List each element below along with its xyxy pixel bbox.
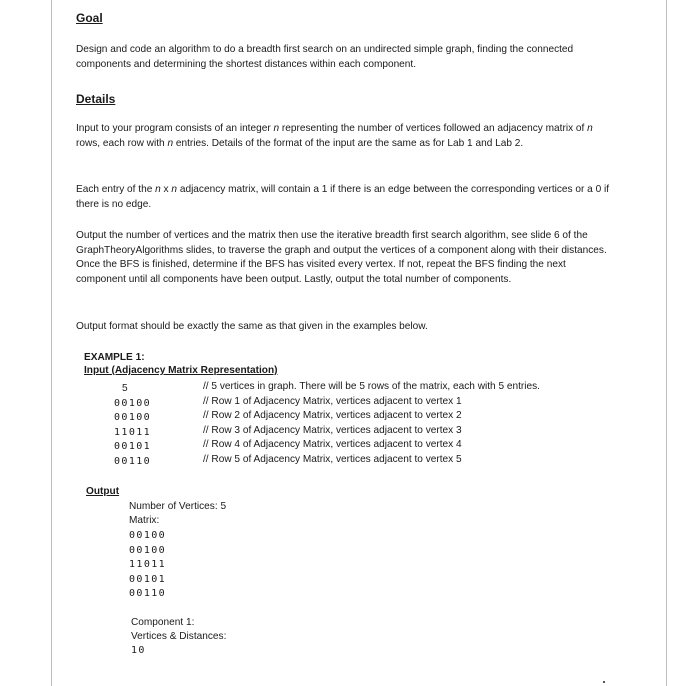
input-values <box>114 380 184 468</box>
matrix-row: 00100 <box>129 530 167 541</box>
p2-var: n <box>155 184 161 195</box>
details-heading: Details <box>76 92 116 106</box>
p2-part: x <box>160 184 172 195</box>
details-paragraph-3: Output the number of vertices and the matrix then use the iterative breadth first search algorithm, see slide 6 of the GraphTheoryAlgorithms slides, to traverse the graph and output the vertices of a component along with their distances. Once the BFS is finished, determine if the BFS has visited every vertex. If not, repeat the BFS finding the next component until all components have been output. Lastly, output the total number of components. <box>76 230 607 285</box>
goal-heading: Goal <box>76 11 103 25</box>
input-comment: // 5 vertices in graph. There will be 5 rows of the matrix, each with 5 entries. <box>203 381 540 392</box>
input-value: 00100 <box>114 397 152 409</box>
example-title: EXAMPLE 1: <box>84 352 145 363</box>
p2-var: n <box>171 184 178 195</box>
details-paragraph-1 <box>76 122 616 151</box>
p1-part: Input to your program consists of an integer <box>76 123 274 134</box>
matrix-row: 00101 <box>129 573 167 585</box>
input-heading: Input (Adjacency Matrix Representation) <box>84 365 278 376</box>
input-value: 00100 <box>114 412 152 424</box>
input-value: 5 <box>122 383 128 394</box>
p1-part: rows, each row with <box>76 137 168 149</box>
input-comments <box>203 380 623 468</box>
input-comment: // Row 4 of Adjacency Matrix, vertices adjacent to vertex 4 <box>203 439 462 451</box>
page-mark <box>603 681 605 683</box>
input-comment: // Row 1 of Adjacency Matrix, vertices adjacent to vertex 1 <box>203 395 462 407</box>
goal-text: Design and code an algorithm to do a breadth first search on an undirected simple graph, finding the connected components and determining the shortest distances within each component. <box>76 44 574 70</box>
input-value: 11011 <box>114 426 152 438</box>
input-value: 00101 <box>114 441 152 453</box>
component-label: Component 1: <box>131 617 195 628</box>
input-comment: // Row 2 of Adjacency Matrix, vertices adjacent to vertex 2 <box>203 410 462 422</box>
first-entry: 10 <box>131 645 146 656</box>
page-border-right <box>666 0 667 686</box>
matrix-row: 11011 <box>129 559 167 571</box>
matrix-row: 00100 <box>129 544 167 556</box>
p1-var: n <box>587 123 593 134</box>
input-comment: // Row 5 of Adjacency Matrix, vertices adjacent to vertex 5 <box>203 453 462 465</box>
input-value: 00110 <box>114 455 152 467</box>
p1-var: n <box>167 137 174 149</box>
num-vertices-line: Number of Vertices: 5 <box>129 501 227 512</box>
p2-part: adjacency matrix, will contain a 1 if there is an edge between the corresponding vertices or a 0 if there is no edge. <box>76 184 610 210</box>
p2-part: Each entry of the <box>76 184 156 195</box>
p1-var: n <box>273 123 280 134</box>
details-paragraph-2 <box>76 183 616 212</box>
output-heading: Output <box>86 486 120 497</box>
page-border-left <box>51 0 52 686</box>
matrix-row: 00110 <box>129 588 167 600</box>
p1-part: entries. Details of the format of the input are the same as for Lab 1 and Lab 2. <box>173 137 524 149</box>
vertices-distances-label: Vertices & Distances: <box>131 631 227 642</box>
p1-part: representing the number of vertices followed an adjacency matrix of <box>279 123 588 134</box>
details-paragraph-4: Output format should be exactly the same as that given in the examples below. <box>76 321 428 332</box>
output-matrix <box>129 527 209 600</box>
input-comment: // Row 3 of Adjacency Matrix, vertices adjacent to vertex 3 <box>203 424 462 436</box>
matrix-label: Matrix: <box>129 515 160 526</box>
